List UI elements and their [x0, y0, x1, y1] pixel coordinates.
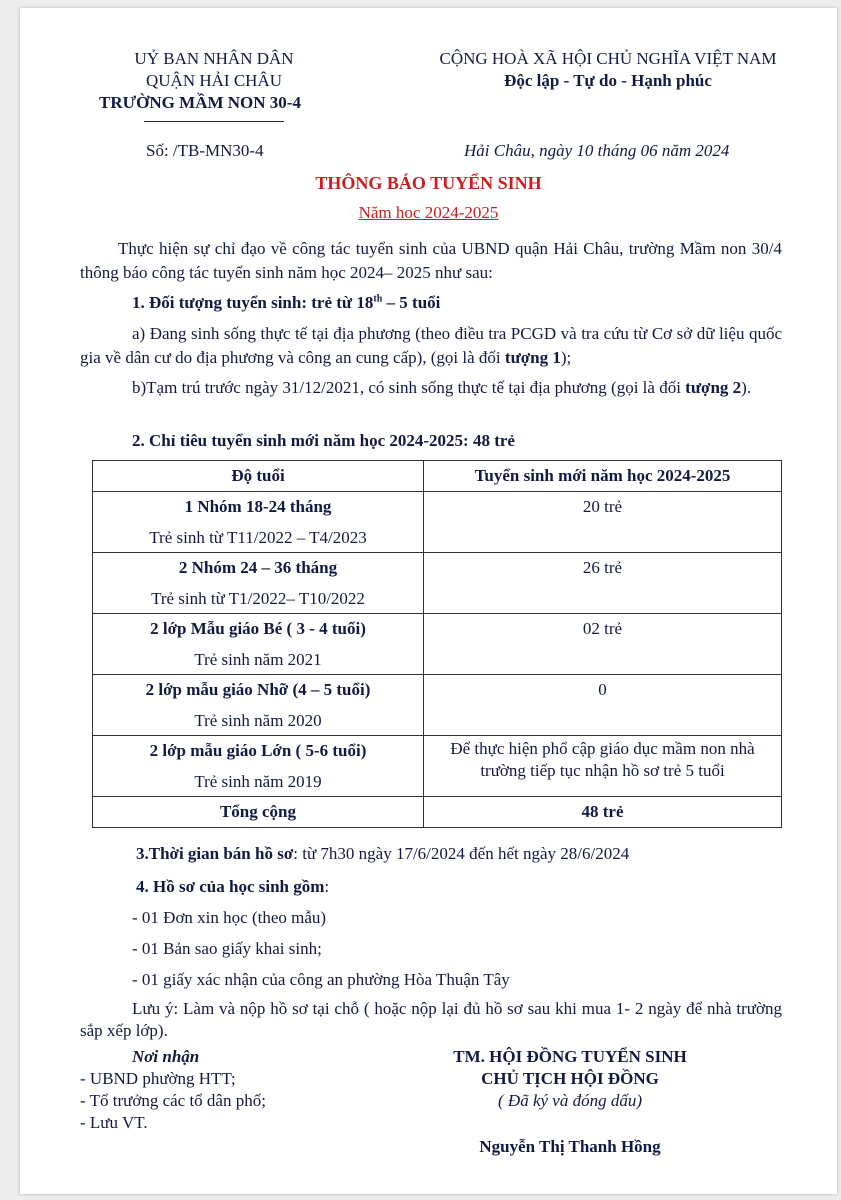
quota-value: 26 trẻ	[582, 558, 623, 577]
issuer-line-1: UỶ BAN NHÂN DÂN	[134, 49, 294, 68]
enrollment-table	[92, 460, 782, 828]
section-3-heading: 3.Thời gian bán hồ sơ	[136, 844, 294, 863]
table-cell-quota	[424, 553, 782, 614]
section-1-heading: 1. Đối tượng tuyển sinh: trẻ từ 18th – 5 tuổi	[132, 293, 441, 312]
note-paragraph: Lưu ý: Làm và nộp hồ sơ tại chỗ ( hoặc nộp lại đủ hồ sơ sau khi mua 1- 2 ngày để nhà trường sắp xếp lớp).	[80, 999, 782, 1040]
section-3-text: : từ 7h30 ngày 17/6/2024 đến hết ngày 28/6/2024	[293, 844, 630, 863]
recipient-item: - Lưu VT.	[80, 1113, 148, 1132]
section-1-item-a: a) Đang sinh sống thực tế tại địa phương (theo điều tra PCGD và tra cứu từ Cơ sở dữ liệu quốc gia về dân cư do địa phương và công an cung cấp), (gọi là đối tượng 1);	[80, 324, 782, 367]
signature-role: CHỦ TỊCH HỘI ĐỒNG	[481, 1069, 659, 1088]
table-total-row	[93, 797, 782, 828]
signatory-name: Nguyễn Thị Thanh Hồng	[479, 1137, 661, 1156]
age-group-detail: Trẻ sinh năm 2019	[194, 772, 322, 791]
document-subtitle: Năm hoc 2024-2025	[358, 203, 499, 222]
school-name: TRƯỜNG MẦM NON 30-4	[99, 93, 301, 112]
age-group-label: 2 Nhóm 24 – 36 tháng	[178, 558, 338, 577]
age-group-label: 1 Nhóm 18-24 tháng	[184, 497, 332, 516]
nation-title: CỘNG HOÀ XÃ HỘI CHỦ NGHĨA VIỆT NAM	[439, 49, 777, 68]
signature-note: ( Đã ký và đóng dấu)	[498, 1091, 642, 1110]
document-title: THÔNG BÁO TUYỂN SINH	[315, 173, 542, 193]
age-group-detail: Trẻ sinh năm 2020	[194, 711, 322, 730]
document-list-item: - 01 giấy xác nhận của công an phường Hòa Thuận Tây	[132, 970, 510, 989]
section-4-heading: 4. Hồ sơ của học sinh gồm	[136, 877, 325, 896]
age-group-detail: Trẻ sinh năm 2021	[194, 650, 322, 669]
table-header-row	[93, 461, 782, 492]
table-header-age: Độ tuổi	[93, 461, 424, 492]
age-group-label: 2 lớp Mẫu giáo Bé ( 3 - 4 tuổi)	[150, 619, 366, 638]
table-total-value: 48 trẻ	[424, 797, 782, 828]
age-group-label: 2 lớp mẫu giáo Nhỡ (4 – 5 tuổi)	[145, 680, 371, 699]
quota-value: 02 trẻ	[582, 619, 623, 638]
table-row	[93, 614, 782, 675]
quota-value: 0	[598, 680, 607, 699]
table-row	[93, 675, 782, 736]
table-cell-age	[93, 736, 424, 797]
document-number: Số: /TB-MN30-4	[146, 141, 264, 160]
age-group-detail: Trẻ sinh từ T1/2022– T10/2022	[151, 589, 365, 608]
table-cell-quota	[424, 675, 782, 736]
age-group-detail: Trẻ sinh từ T11/2022 – T4/2023	[149, 528, 367, 547]
document-list-item: - 01 Đơn xin học (theo mẫu)	[132, 908, 327, 927]
table-cell-quota	[424, 736, 782, 797]
table-cell-quota	[424, 614, 782, 675]
table-header-quota: Tuyển sinh mới năm học 2024-2025	[424, 461, 782, 492]
table-cell-age	[93, 675, 424, 736]
recipient-item: - UBND phường HTT;	[80, 1069, 236, 1088]
table-cell-age	[93, 553, 424, 614]
recipient-item: - Tổ trưởng các tổ dân phố;	[80, 1091, 266, 1110]
nation-motto: Độc lập - Tự do - Hạnh phúc	[504, 71, 712, 90]
header-divider	[144, 121, 284, 122]
table-cell-age	[93, 492, 424, 553]
quota-value: Để thực hiện phổ cập giáo dục mầm non nhà trường tiếp tục nhận hồ sơ trẻ 5 tuổi	[450, 739, 755, 780]
section-1-item-b: b)Tạm trú trước ngày 31/12/2021, có sinh sống thực tế tại địa phương (gọi là đối tượng 2).	[132, 378, 752, 397]
section-4: 4. Hồ sơ của học sinh gồm:	[136, 877, 330, 896]
document-page	[20, 8, 837, 1194]
signature-org: TM. HỘI ĐỒNG TUYỂN SINH	[453, 1047, 687, 1066]
table-row	[93, 492, 782, 553]
section-2-heading: 2. Chỉ tiêu tuyển sinh mới năm học 2024-2025: 48 trẻ	[132, 431, 515, 450]
document-date: Hải Châu, ngày 10 tháng 06 năm 2024	[464, 141, 730, 160]
table-row	[93, 553, 782, 614]
table-cell-age	[93, 614, 424, 675]
section-3	[136, 843, 629, 865]
quota-value: 20 trẻ	[582, 497, 623, 516]
intro-paragraph: Thực hiện sự chỉ đạo về công tác tuyển sinh của UBND quận Hải Châu, trường Mầm non 30/4 thông báo công tác tuyển sinh năm học 2024– 2025 như sau:	[80, 239, 782, 282]
document-list-item: - 01 Bản sao giấy khai sinh;	[132, 939, 322, 958]
table-total-label: Tổng cộng	[93, 797, 424, 828]
issuer-line-2: QUẬN HẢI CHÂU	[146, 71, 282, 90]
age-group-label: 2 lớp mẫu giáo Lớn ( 5-6 tuổi)	[149, 741, 367, 760]
table-cell-quota	[424, 492, 782, 553]
table-row	[93, 736, 782, 797]
recipients-heading: Nơi nhận	[132, 1047, 200, 1066]
